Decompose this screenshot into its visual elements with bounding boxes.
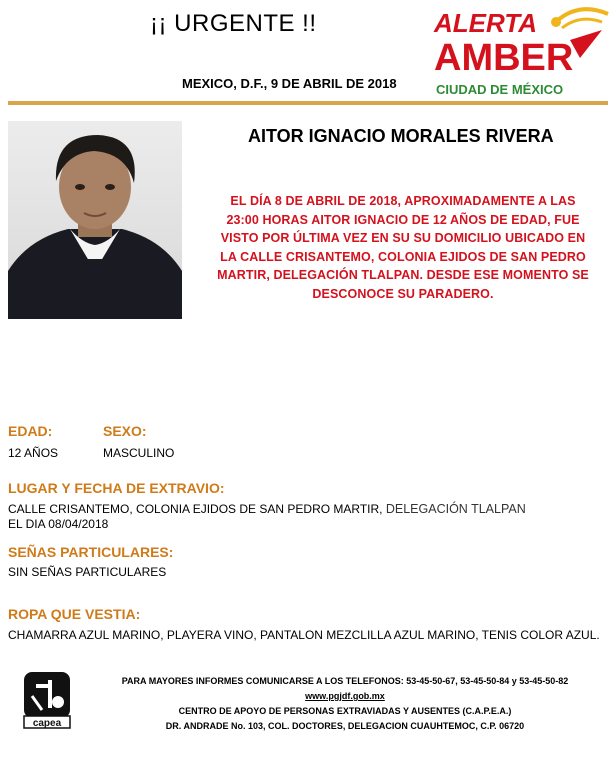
missing-person-photo: [8, 121, 182, 319]
age-value: 12 AÑOS: [8, 446, 59, 460]
place-address: CALLE CRISANTEMO, COLONIA EJIDOS DE SAN PEDRO MARTIR,: [8, 502, 386, 516]
features-label: SEÑAS PARTICULARES:: [8, 544, 174, 560]
footer-website-link[interactable]: www.pgjdf.gob.mx: [305, 691, 385, 701]
clothing-label: ROPA QUE VESTIA:: [8, 606, 141, 622]
logo-line-amber: AMBER: [434, 37, 574, 79]
alerta-amber-logo: [430, 0, 612, 100]
capea-logo-graphic: [22, 670, 74, 730]
footer-phones: PARA MAYORES INFORMES COMUNICARSE A LOS TELEFONOS: 53-45-50-67, 53-45-50-84 y 53-45-50-82: [121, 676, 569, 686]
place-date-label: LUGAR Y FECHA DE EXTRAVIO:: [8, 480, 225, 496]
place-delegacion: DELEGACIÓN TLALPAN: [385, 502, 526, 516]
sex-label: SEXO:: [103, 423, 147, 439]
clothing-value: CHAMARRA AZUL MARINO, PLAYERA VINO, PANTALON MEZCLILLA AZUL MARINO, TENIS COLOR AZUL.: [8, 628, 600, 642]
footer-center-name: CENTRO DE APOYO DE PERSONAS EXTRAVIADAS Y AUSENTES (C.A.P.E.A.): [178, 706, 512, 716]
footer-address: DR. ANDRADE No. 103, COL. DOCTORES, DELEGACION CUAUHTEMOC, C.P. 06720: [165, 721, 525, 731]
place-value: [8, 502, 608, 516]
capea-logo: [22, 670, 74, 730]
person-name: AITOR IGNACIO MORALES RIVERA: [248, 126, 554, 146]
capea-logo-text: capea: [32, 718, 62, 729]
header-divider: [8, 101, 608, 105]
age-label: EDAD:: [8, 423, 53, 439]
person-photo-graphic: [8, 121, 182, 319]
urgent-title: ¡¡ URGENTE !!: [150, 10, 317, 37]
logo-line-alerta: ALERTA: [434, 8, 538, 38]
missing-date-value: EL DIA 08/04/2018: [8, 517, 109, 531]
sex-value: MASCULINO: [103, 446, 175, 460]
alerta-amber-logo-graphic: [430, 0, 612, 100]
incident-description: EL DÍA 8 DE ABRIL DE 2018, APROXIMADAMENTE A LAS 23:00 HORAS AITOR IGNACIO DE 12 AÑOS DE EDAD, FUE VISTO POR ÚLTIMA VEZ EN SU SU DOMICILIO UBICADO EN LA CALLE CRISANTEMO, COLONIA EJIDOS DE SAN PEDRO MARTIR, DELEGACIÓN TLALPAN. DESDE ESE MOMENTO SE DESCONOCE SU PARADERO.: [217, 194, 589, 301]
logo-line-ciudad: CIUDAD DE MÉXICO: [436, 82, 564, 97]
features-value: SIN SEÑAS PARTICULARES: [8, 565, 167, 579]
bulletin-date: MEXICO, D.F., 9 DE ABRIL DE 2018: [182, 76, 397, 91]
